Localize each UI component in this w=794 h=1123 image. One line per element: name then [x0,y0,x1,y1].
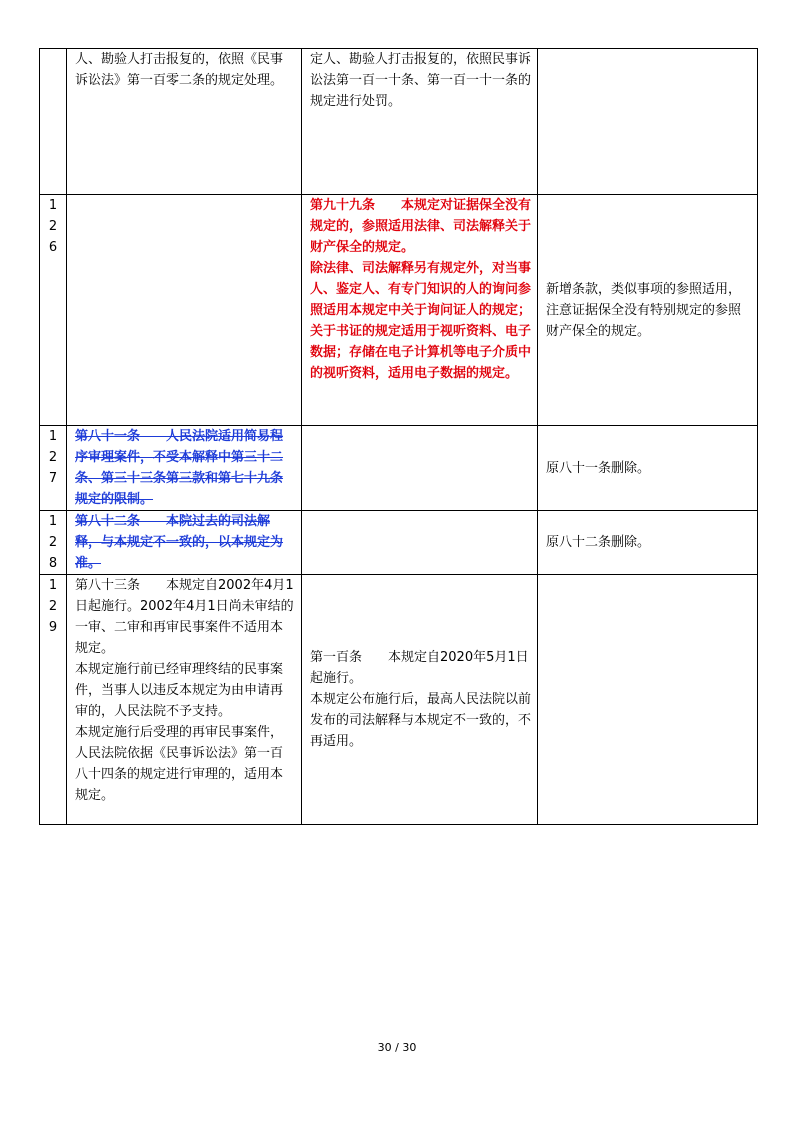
note-cell [538,575,758,825]
note-cell [538,49,758,195]
row-number: 129 [40,575,67,825]
old-provision-cell: 第八十一条 人民法院适用简易程序审理案件，不受本解释中第三十二条、第三十三条第三款和第七十九条规定的限制。 [67,426,302,511]
table-row [40,575,758,825]
table-row [40,49,758,195]
page-number: 30 / 30 [377,1041,417,1054]
table-row [40,426,758,511]
note-cell: 原八十一条删除。 [538,426,758,511]
new-provision-cell: 定人、勘验人打击报复的，依照民事诉讼法第一百一十条、第一百一十一条的规定进行处罚。 [302,49,538,195]
row-number: 126 [40,195,67,426]
new-provision-cell [302,426,538,511]
new-provision-cell [302,511,538,575]
table-row [40,511,758,575]
table-row [40,195,758,426]
new-provision-cell: 第一百条 本规定自2020年5月1日起施行。 本规定公布施行后，最高人民法院以前发布的司法解释与本规定不一致的，不再适用。 [302,575,538,825]
old-provision-cell [67,195,302,426]
old-provision-cell: 第八十二条 本院过去的司法解释，与本规定不一致的，以本规定为准。 [67,511,302,575]
old-provision-cell: 人、勘验人打击报复的，依照《民事诉讼法》第一百零二条的规定处理。 [67,49,302,195]
row-number: 127 [40,426,67,511]
row-number: 128 [40,511,67,575]
comparison-table [39,48,758,825]
new-provision-cell: 第九十九条 本规定对证据保全没有规定的，参照适用法律、司法解释关于财产保全的规定。 除法律、司法解释另有规定外，对当事人、鉴定人、有专门知识的人的询问参照适用本规定中关于询问证人的规定；关于书证的规定适用于视听资料、电子数据；存储在电子计算机等电子介质中的视听资料，适用电子数据的规定。 [302,195,538,426]
old-provision-cell: 第八十三条 本规定自2002年4月1日起施行。2002年4月1日尚未审结的一审、二审和再审民事案件不适用本规定。 本规定施行前已经审理终结的民事案件，当事人以违反本规定为由申请再审的，人民法院不予支持。 本规定施行后受理的再审民事案件，人民法院依据《民事诉讼法》第一百八十四条的规定进行审理的，适用本规定。 [67,575,302,825]
row-number [40,49,67,195]
note-cell: 原八十二条删除。 [538,511,758,575]
note-cell: 新增条款，类似事项的参照适用，注意证据保全没有特别规定的参照财产保全的规定。 [538,195,758,426]
